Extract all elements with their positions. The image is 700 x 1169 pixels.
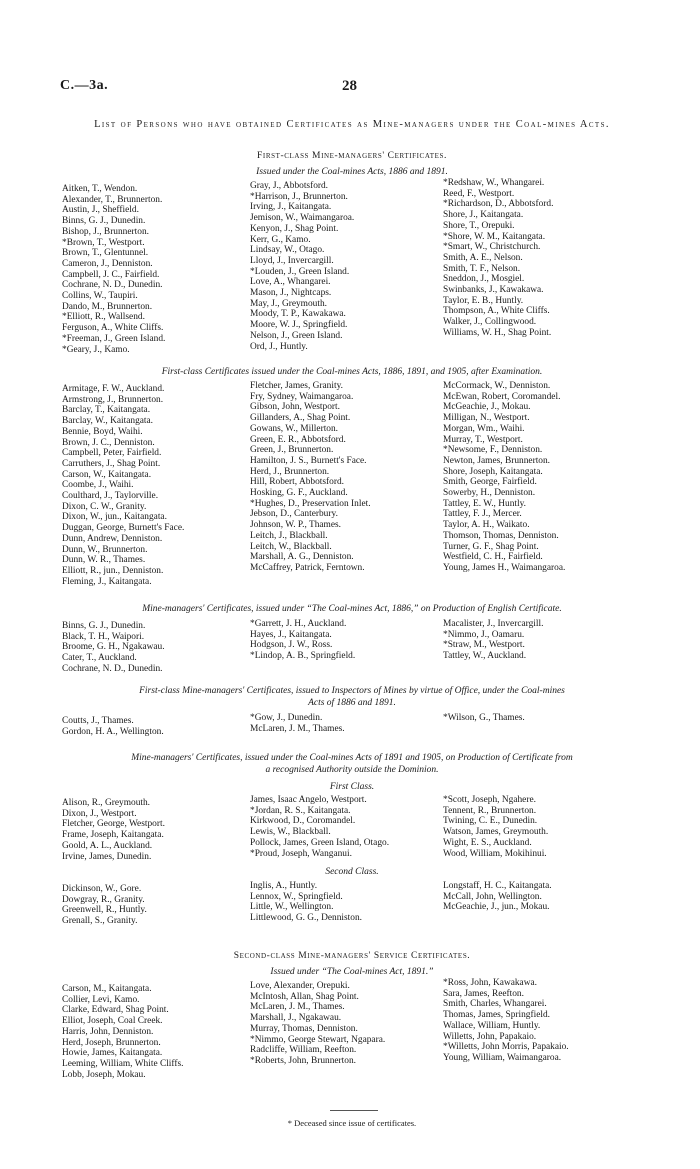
list-item: Gowans, W., Millerton. bbox=[250, 423, 339, 434]
list-item: Willetts, John, Papakaio. bbox=[443, 1031, 537, 1042]
list-item: Radcliffe, William, Reefton. bbox=[250, 1045, 357, 1056]
list-item: Love, Alexander, Orepuki. bbox=[250, 981, 350, 991]
list-item: Gibson, John, Westport. bbox=[250, 402, 340, 413]
page-number: 28 bbox=[342, 78, 357, 94]
list-item: Coombe, J., Waihi. bbox=[62, 480, 134, 491]
list-item: Tennent, R., Brunnerton. bbox=[443, 805, 537, 816]
list-item: Smith, Charles, Whangarei. bbox=[443, 999, 547, 1010]
name-column bbox=[250, 713, 345, 734]
name-column bbox=[62, 798, 165, 862]
section-subheading-outside-dominion bbox=[60, 752, 644, 776]
list-item: Thompson, A., White Cliffs. bbox=[443, 306, 550, 317]
list-item: Irving, J., Kaitangata. bbox=[250, 202, 332, 213]
list-item: Marshall, J., Ngakawau. bbox=[250, 1013, 342, 1024]
list-item: Little, W., Wellington. bbox=[250, 902, 334, 913]
list-item: Dixon, W., jun., Kaitangata. bbox=[62, 512, 167, 523]
list-item: Campbell, J. C., Fairfield. bbox=[62, 269, 160, 280]
name-column bbox=[443, 713, 525, 724]
list-item: Carruthers, J., Shag Point. bbox=[62, 458, 161, 469]
list-item: *Harrison, J., Brunnerton. bbox=[250, 191, 348, 202]
list-item: Newton, James, Brunnerton. bbox=[443, 455, 551, 466]
list-item: McEwan, Robert, Coromandel. bbox=[443, 391, 561, 402]
name-column bbox=[443, 178, 553, 339]
name-column bbox=[443, 881, 552, 913]
list-item: McGeachie, J., jun., Mokau. bbox=[443, 902, 550, 913]
list-item: Turner, G. F., Shag Point. bbox=[443, 541, 539, 552]
list-item: Lindsay, W., Otago. bbox=[250, 245, 325, 256]
list-item: Hamilton, J. S., Burnett's Face. bbox=[250, 455, 367, 466]
list-item: Elliott, R., jun., Denniston. bbox=[62, 565, 164, 576]
list-item: *Gow, J., Dunedin. bbox=[250, 713, 323, 723]
list-item: Armstrong, J., Brunnerton. bbox=[62, 394, 164, 405]
list-item: Black, T. H., Waipori. bbox=[62, 631, 145, 642]
list-item: Ord, J., Huntly. bbox=[250, 341, 308, 352]
list-item: *Brown, T., Westport. bbox=[62, 237, 145, 248]
list-item: Coutts, J., Thames. bbox=[62, 716, 134, 726]
list-item: Hodgson, J. W., Ross. bbox=[250, 640, 333, 651]
list-item: Barclay, T., Kaitangata. bbox=[62, 405, 151, 416]
list-item: Howie, James, Kaitangata. bbox=[62, 1048, 163, 1059]
name-column bbox=[250, 381, 371, 574]
list-item: Elliot, Joseph, Coal Creek. bbox=[62, 1016, 163, 1027]
list-item: Murray, T., Westport. bbox=[443, 434, 523, 445]
list-item: McLaren, J. M., Thames. bbox=[250, 1002, 345, 1013]
list-item: Lloyd, J., Invercargill. bbox=[250, 255, 334, 266]
list-item: Sneddon, J., Mosgiel. bbox=[443, 274, 525, 285]
name-column bbox=[62, 184, 165, 355]
list-item: *Straw, M., Westport. bbox=[443, 640, 525, 651]
list-item: Binns, G. J., Dunedin. bbox=[62, 621, 146, 631]
list-item: Cater, T., Auckland. bbox=[62, 653, 137, 664]
list-item: Tattley, W., Auckland. bbox=[443, 651, 527, 662]
name-column bbox=[443, 619, 543, 662]
name-column bbox=[250, 181, 354, 352]
list-item: Thomson, Thomas, Denniston. bbox=[443, 530, 559, 541]
list-item: Dickinson, W., Gore. bbox=[62, 884, 142, 894]
name-column bbox=[250, 881, 362, 924]
list-item: Frame, Joseph, Kaitangata. bbox=[62, 830, 164, 841]
list-item: Lobb, Joseph, Mokau. bbox=[62, 1069, 146, 1080]
list-item: *Lindop, A. B., Springfield. bbox=[250, 651, 356, 662]
list-item: May, J., Greymouth. bbox=[250, 298, 327, 309]
list-item: Lewis, W., Blackball. bbox=[250, 827, 331, 838]
list-item: Dixon, C. W., Granity. bbox=[62, 501, 147, 512]
list-item: Alexander, T., Brunnerton. bbox=[62, 194, 163, 205]
list-item: Moore, W. J., Springfield. bbox=[250, 320, 348, 331]
list-item: *Scott, Joseph, Ngahere. bbox=[443, 795, 536, 805]
list-item: Nelson, J., Green Island. bbox=[250, 330, 343, 341]
list-item: *Geary, J., Kamo. bbox=[62, 344, 130, 355]
list-item: Harris, John, Denniston. bbox=[62, 1026, 154, 1037]
list-item: Aitken, T., Wendon. bbox=[62, 184, 138, 194]
list-item: *Willetts, John Morris, Papakaio. bbox=[443, 1042, 569, 1053]
second-class-label: Second Class. bbox=[325, 867, 379, 877]
list-item: Shore, J., Kaitangata. bbox=[443, 210, 524, 221]
list-item: Gordon, H. A., Wellington. bbox=[62, 726, 164, 737]
list-item: Wallace, William, Huntly. bbox=[443, 1020, 541, 1031]
list-item: *Proud, Joseph, Wanganui. bbox=[250, 848, 352, 859]
list-item: Sara, James, Reefton. bbox=[443, 988, 524, 999]
list-item: Brown, J. C., Denniston. bbox=[62, 437, 155, 448]
list-item: Bennie, Boyd, Waihi. bbox=[62, 426, 143, 437]
list-item: Young, William, Waimangaroa. bbox=[443, 1052, 562, 1063]
list-item: Walker, J., Collingwood. bbox=[443, 317, 537, 328]
list-item: Herd, J., Brunnerton. bbox=[250, 466, 330, 477]
list-item: Kerr, G., Kamo. bbox=[250, 234, 311, 245]
list-item: Marshall, A. G., Denniston. bbox=[250, 552, 354, 563]
list-item: Kenyon, J., Shag Point. bbox=[250, 223, 339, 234]
list-item: Cochrane, N. D., Dunedin. bbox=[62, 280, 163, 291]
list-item: Gillanders, A., Shag Point. bbox=[250, 413, 351, 424]
name-column bbox=[250, 795, 389, 859]
list-item: *Hughes, D., Preservation Inlet. bbox=[250, 498, 371, 509]
list-item: Herd, Joseph, Brunnerton. bbox=[62, 1037, 161, 1048]
list-item: Lennox, W., Springfield. bbox=[250, 891, 343, 902]
list-item: Johnson, W. P., Thames. bbox=[250, 520, 341, 531]
list-item: *Nimmo, George Stewart, Ngapara. bbox=[250, 1034, 386, 1045]
list-item: Wight, E. S., Auckland. bbox=[443, 837, 532, 848]
list-item: Dunn, W. R., Thames. bbox=[62, 555, 146, 566]
list-item: James, Isaac Angelo, Westport. bbox=[250, 795, 367, 805]
list-item: Dando, M., Brunnerton. bbox=[62, 301, 153, 312]
footnote-rule bbox=[330, 1110, 378, 1111]
list-item: Inglis, A., Huntly. bbox=[250, 881, 318, 891]
list-item: Shore, Joseph, Kaitangata. bbox=[443, 466, 543, 477]
list-item: Young, James H., Waimangaroa. bbox=[443, 562, 566, 573]
list-item: Reed, F., Westport. bbox=[443, 188, 515, 199]
subheading-line: Mine-managers' Certificates, issued under the Coal-mines Acts of 1891 and 1905, on Production of Certificate from bbox=[131, 753, 573, 763]
section-subheading-english-certificate: Mine-managers' Certificates, issued under “The Coal-mines Act, 1886,” on Production of English Certificate. bbox=[142, 604, 562, 614]
list-item: Goold, A. L., Auckland. bbox=[62, 840, 153, 851]
page-title: List of Persons who have obtained Certificates as Mine-managers under the Coal-mines Acts. bbox=[94, 119, 610, 130]
list-item: Brown, T., Glentunnel. bbox=[62, 248, 149, 259]
list-item: *Nimmo, J., Oamaru. bbox=[443, 629, 525, 640]
document-reference: C.—3a. bbox=[60, 78, 109, 93]
list-item: Hill, Robert, Abbotsford. bbox=[250, 477, 345, 488]
list-item: Cochrane, N. D., Dunedin. bbox=[62, 663, 163, 674]
list-item: Clarke, Edward, Shag Point. bbox=[62, 1005, 169, 1016]
list-item: *Roberts, John, Brunnerton. bbox=[250, 1055, 356, 1066]
name-column bbox=[62, 621, 165, 675]
list-item: Campbell, Peter, Fairfield. bbox=[62, 448, 162, 459]
name-column bbox=[62, 884, 147, 927]
list-item: Gray, J., Abbotsford. bbox=[250, 181, 329, 191]
name-column bbox=[62, 984, 183, 1080]
list-item: Taylor, A. H., Waikato. bbox=[443, 520, 530, 531]
list-item: Hayes, J., Kaitangata. bbox=[250, 629, 332, 640]
list-item: McLaren, J. M., Thames. bbox=[250, 723, 345, 734]
name-column bbox=[62, 384, 184, 587]
list-item: *Freeman, J., Green Island. bbox=[62, 333, 166, 344]
list-item: Dowgray, R., Granity. bbox=[62, 894, 145, 905]
list-item: Morgan, Wm., Waihi. bbox=[443, 423, 525, 434]
list-item: *Ross, John, Kawakawa. bbox=[443, 978, 537, 988]
section-subheading-service: Issued under “The Coal-mines Act, 1891.” bbox=[270, 967, 434, 977]
subheading-line: First-class Mine-managers' Certificates, issued to Inspectors of Mines by virtue of Office, under the Coal-mines bbox=[139, 686, 565, 696]
list-item: Tattley, E. W., Huntly. bbox=[443, 498, 527, 509]
first-class-label: First Class. bbox=[329, 782, 375, 792]
list-item: Littlewood, G. G., Denniston. bbox=[250, 913, 362, 924]
list-item: Greenwell, R., Huntly. bbox=[62, 905, 147, 916]
list-item: Bishop, J., Brunnerton. bbox=[62, 226, 149, 237]
list-item: Binns, G. J., Dunedin. bbox=[62, 216, 146, 227]
list-item: *Newsome, F., Denniston. bbox=[443, 445, 543, 456]
list-item: Macalister, J., Invercargill. bbox=[443, 619, 544, 629]
list-item: *Elliott, R., Wallsend. bbox=[62, 312, 145, 323]
list-item: *Redshaw, W., Whangarei. bbox=[443, 178, 545, 188]
list-item: Moody, T. P., Kawakawa. bbox=[250, 309, 346, 320]
list-item: Armitage, F. W., Auckland. bbox=[62, 384, 165, 394]
list-item: Cameron, J., Denniston. bbox=[62, 258, 153, 269]
name-column bbox=[443, 795, 548, 859]
list-item: Alison, R., Greymouth. bbox=[62, 798, 151, 808]
section-subheading-1886-1891: Issued under the Coal-mines Acts, 1886 and 1891. bbox=[256, 167, 448, 177]
section-subheading-examination: First-class Certificates issued under the Coal-mines Acts, 1886, 1891, and 1905, after Examination. bbox=[161, 367, 543, 377]
list-item: Swinbanks, J., Kawakawa. bbox=[443, 285, 544, 296]
list-item: Smith, T. F., Nelson. bbox=[443, 263, 521, 274]
list-item: Fleming, J., Kaitangata. bbox=[62, 576, 152, 587]
list-item: Jebson, D., Canterbury. bbox=[250, 509, 338, 520]
list-item: Carson, M., Kaitangata. bbox=[62, 984, 152, 994]
name-column bbox=[443, 978, 569, 1064]
list-item: Leitch, J., Blackball. bbox=[250, 530, 328, 541]
list-item: *Louden, J., Green Island. bbox=[250, 266, 350, 277]
list-item: Longstaff, H. C., Kaitangata. bbox=[443, 881, 552, 891]
list-item: Dunn, W., Brunnerton. bbox=[62, 544, 148, 555]
list-item: Green, E. R., Abbotsford. bbox=[250, 434, 346, 445]
list-item: Smith, A. E., Nelson. bbox=[443, 252, 523, 263]
list-item: Mason, J., Nightcaps. bbox=[250, 288, 332, 299]
list-item: Irvine, James, Dunedin. bbox=[62, 851, 152, 862]
list-item: Jemison, W., Waimangaroa. bbox=[250, 213, 355, 224]
list-item: Dunn, Andrew, Denniston. bbox=[62, 533, 163, 544]
list-item: McCall, John, Wellington. bbox=[443, 891, 542, 902]
list-item: Fletcher, James, Granity. bbox=[250, 381, 343, 391]
list-item: Westfield, C. H., Fairfield. bbox=[443, 552, 543, 563]
list-item: Green, J., Brunnerton. bbox=[250, 445, 334, 456]
list-item: Grenall, S., Granity. bbox=[62, 916, 138, 927]
list-item: *Garrett, J. H., Auckland. bbox=[250, 619, 347, 629]
list-item: McGeachie, J., Mokau. bbox=[443, 402, 531, 413]
name-column bbox=[250, 619, 355, 662]
list-item: Twining, C. E., Dunedin. bbox=[443, 816, 538, 827]
list-item: Sowerby, H., Denniston. bbox=[443, 488, 536, 499]
list-item: Duggan, George, Burnett's Face. bbox=[62, 523, 185, 534]
list-item: Pollock, James, Green Island, Otago. bbox=[250, 837, 390, 848]
section-heading-first-class: First-class Mine-managers' Certificates. bbox=[257, 151, 447, 161]
list-item: Milligan, N., Westport. bbox=[443, 413, 530, 424]
subheading-line: a recognised Authority outside the Dominion. bbox=[265, 765, 439, 775]
list-item: Leeming, William, White Cliffs. bbox=[62, 1058, 184, 1069]
list-item: Fry, Sydney, Waimangaroa. bbox=[250, 391, 354, 402]
list-item: *Smart, W., Christchurch. bbox=[443, 242, 541, 253]
list-item: Austin, J., Sheffield. bbox=[62, 205, 139, 216]
list-item: Murray, Thomas, Denniston. bbox=[250, 1023, 358, 1034]
list-item: McCaffrey, Patrick, Ferntown. bbox=[250, 562, 365, 573]
list-item: Dixon, J., Westport. bbox=[62, 808, 137, 819]
list-item: Coulthard, J., Taylorville. bbox=[62, 491, 159, 502]
list-item: Watson, James, Greymouth. bbox=[443, 827, 549, 838]
name-column bbox=[443, 381, 565, 574]
list-item: Ferguson, A., White Cliffs. bbox=[62, 323, 164, 334]
list-item: Tattley, F. J., Mercer. bbox=[443, 509, 522, 520]
list-item: Williams, W. H., Shag Point. bbox=[443, 327, 552, 338]
section-subheading-inspectors bbox=[60, 685, 644, 709]
list-item: Hosking, G. F., Auckland. bbox=[250, 488, 348, 499]
list-item: Wood, William, Mokihinui. bbox=[443, 848, 547, 859]
list-item: Collins, W., Taupiri. bbox=[62, 291, 138, 302]
list-item: McIntosh, Allan, Shag Point. bbox=[250, 991, 359, 1002]
page-header bbox=[60, 78, 644, 100]
list-item: Smith, George, Fairfield. bbox=[443, 477, 537, 488]
name-column bbox=[62, 716, 164, 737]
list-item: Thomas, James, Springfield. bbox=[443, 1010, 551, 1021]
list-item: *Richardson, D., Abbotsford. bbox=[443, 199, 554, 210]
list-item: *Shore, W. M., Kaitangata. bbox=[443, 231, 546, 242]
list-item: Fletcher, George, Westport. bbox=[62, 819, 165, 830]
name-column bbox=[250, 981, 385, 1067]
list-item: Leitch, W., Blackball. bbox=[250, 541, 332, 552]
list-item: Carson, W., Kaitangata. bbox=[62, 469, 152, 480]
subheading-line: Acts of 1886 and 1891. bbox=[308, 698, 396, 708]
list-item: Barclay, W., Kaitangata. bbox=[62, 416, 154, 427]
list-item: *Wilson, G., Thames. bbox=[443, 713, 525, 723]
list-item: Shore, T., Orepuki. bbox=[443, 220, 515, 231]
list-item: McCormack, W., Denniston. bbox=[443, 381, 551, 391]
list-item: Kirkwood, D., Coromandel. bbox=[250, 816, 356, 827]
list-item: Love, A., Whangarei. bbox=[250, 277, 331, 288]
section-heading-service: Second-class Mine-managers' Service Certificates. bbox=[233, 951, 471, 961]
list-item: Broome, G. H., Ngakawau. bbox=[62, 642, 165, 653]
footnote: * Deceased since issue of certificates. bbox=[287, 1118, 417, 1128]
list-item: *Jordan, R. S., Kaitangata. bbox=[250, 805, 351, 816]
list-item: Taylor, E. B., Huntly. bbox=[443, 295, 524, 306]
list-item: Collier, Levi, Kamo. bbox=[62, 994, 140, 1005]
